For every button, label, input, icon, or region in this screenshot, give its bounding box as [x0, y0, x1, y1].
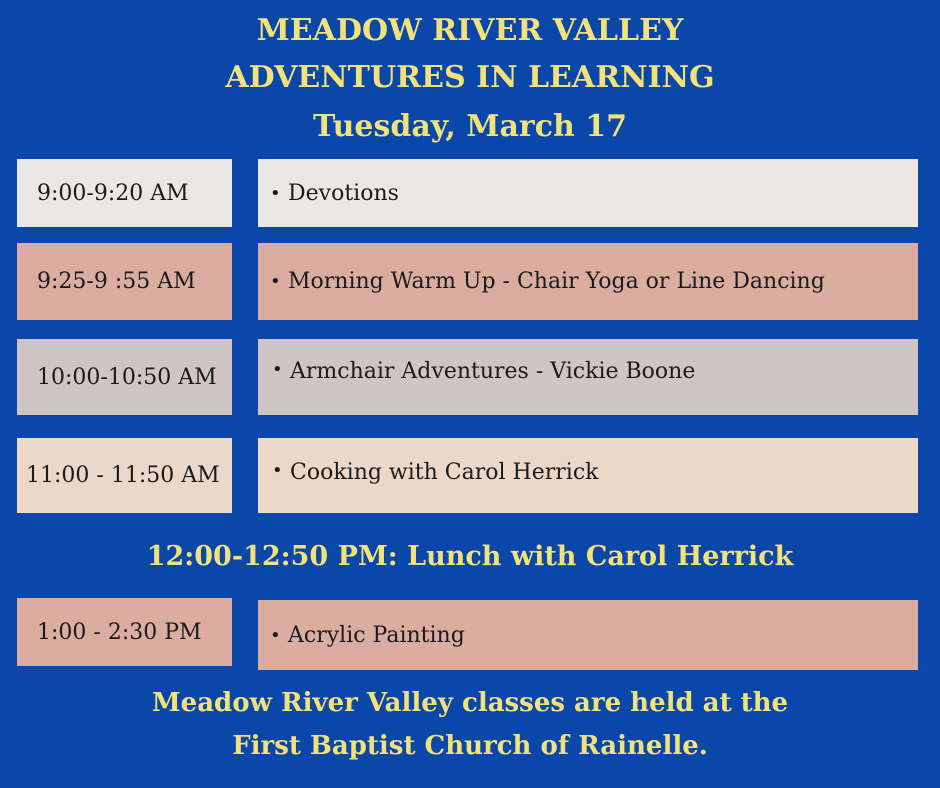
- activity-3: [258, 339, 918, 415]
- title-line-2: ADVENTURES IN LEARNING: [225, 60, 715, 95]
- time-label: 9:25-9 :55 AM: [37, 269, 196, 294]
- time-slot-4: [17, 438, 232, 513]
- event-date: Tuesday, March 17: [313, 109, 627, 144]
- footer-line-1: Meadow River Valley classes are held at the: [151, 688, 789, 718]
- activity-label: Morning Warm Up - Chair Yoga or Line Dancing: [288, 269, 825, 294]
- activity-1: [258, 159, 918, 227]
- time-label: 9:00-9:20 AM: [37, 180, 189, 206]
- bullet-icon: •: [270, 624, 281, 646]
- title-line-1: MEADOW RIVER VALLEY: [256, 13, 684, 48]
- bullet-icon: •: [270, 182, 281, 204]
- lunch-line: 12:00-12:50 PM: Lunch with Carol Herrick: [146, 541, 794, 572]
- time-label: 1:00 - 2:30 PM: [37, 619, 202, 645]
- bullet-icon: •: [272, 359, 283, 380]
- footer-line-2: First Baptist Church of Rainelle.: [232, 731, 708, 761]
- activity-label: Cooking with Carol Herrick: [290, 460, 599, 485]
- time-label: 10:00-10:50 AM: [37, 364, 217, 390]
- bullet-icon: •: [272, 460, 283, 481]
- activity-5: [258, 600, 918, 670]
- activity-label: Acrylic Painting: [288, 622, 465, 648]
- time-slot-2: [17, 243, 232, 320]
- bullet-icon: •: [270, 271, 281, 292]
- time-slot-3: [17, 339, 232, 415]
- activity-2: [258, 243, 918, 320]
- activity-label: Armchair Adventures - Vickie Boone: [290, 359, 696, 384]
- time-label: 11:00 - 11:50 AM: [26, 463, 220, 488]
- time-slot-5: [17, 598, 232, 666]
- activity-4: [258, 438, 918, 513]
- activity-label: Devotions: [288, 180, 399, 206]
- time-slot-1: [17, 159, 232, 227]
